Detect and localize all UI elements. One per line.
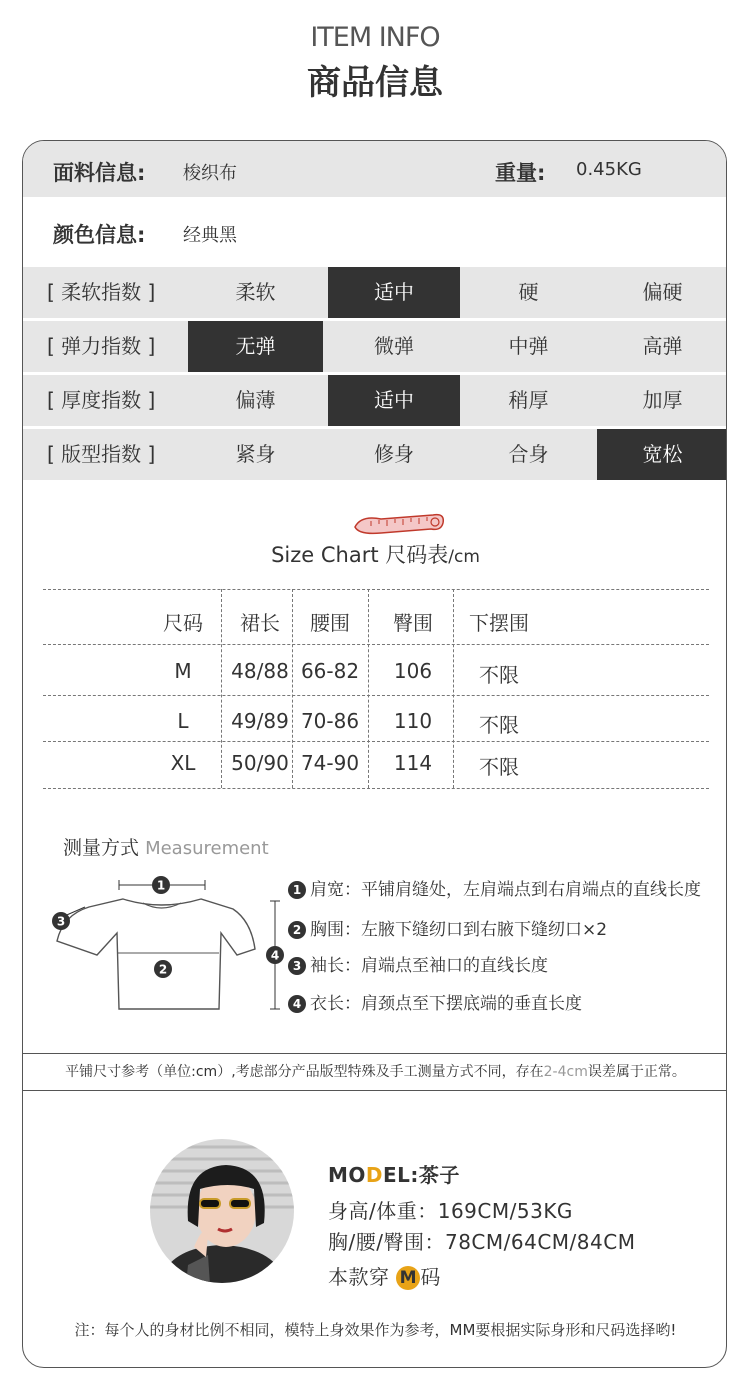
table-divider xyxy=(43,741,709,742)
index-row xyxy=(23,321,727,372)
table-cell: 66-82 xyxy=(300,659,360,683)
measurement-item: 2 胸围：左腋下缝纫口到右腋下缝纫口×2 xyxy=(288,915,607,940)
number-badge-icon: 3 xyxy=(288,957,306,975)
table-cell: 110 xyxy=(393,709,433,733)
table-cell: 74-90 xyxy=(300,751,360,775)
table-cell: 不限 xyxy=(479,713,519,737)
index-option: 中弹 xyxy=(508,334,549,358)
table-cell: 70-86 xyxy=(300,709,360,733)
model-avatar xyxy=(148,1137,296,1285)
measurement-title: 测量方式 Measurement xyxy=(63,837,269,859)
table-header-cell: 下摆围 xyxy=(469,611,529,635)
index-option: 紧身 xyxy=(235,442,276,466)
size-chart-title: Size Chart 尺码表/cm xyxy=(271,543,480,567)
table-cell: 不限 xyxy=(479,663,519,687)
index-option: 偏硬 xyxy=(642,280,683,304)
number-badge-icon: 4 xyxy=(288,995,306,1013)
table-divider xyxy=(43,788,709,789)
index-option: 硬 xyxy=(518,280,539,304)
index-option: 微弹 xyxy=(374,334,414,358)
index-row xyxy=(23,267,727,318)
index-option: 稍厚 xyxy=(508,388,549,412)
product-info-card xyxy=(22,140,727,1368)
flat-size-note: 平铺尺寸参考（单位:cm）,考虑部分产品版型特殊及手工测量方式不同，存在2-4cm误差属于正常。 xyxy=(23,1053,727,1091)
table-cell: 50/90 xyxy=(231,751,289,775)
table-cell: M xyxy=(174,659,192,683)
measurement-item: 1 肩宽：平铺肩缝处，左肩端点到右肩端点的直线长度 xyxy=(288,875,701,900)
diagram-marker-1 xyxy=(152,876,170,894)
number-badge-icon: 2 xyxy=(288,921,306,939)
tape-measure-icon xyxy=(351,507,447,537)
measurement-item: 3 袖长：肩端点至袖口的直线长度 xyxy=(288,951,548,976)
diagram-marker-4 xyxy=(266,946,284,964)
index-option: 偏薄 xyxy=(235,388,276,412)
size-badge: M xyxy=(396,1266,420,1290)
color-row xyxy=(23,203,727,259)
model-measurements: 胸/腰/臀围：78CM/64CM/84CM xyxy=(328,1230,636,1254)
index-option: 柔软 xyxy=(235,280,276,304)
index-label: [ 厚度指数 ] xyxy=(47,388,156,412)
index-option: 高弹 xyxy=(642,334,683,358)
index-label: [ 柔软指数 ] xyxy=(47,280,156,304)
table-cell: 49/89 xyxy=(231,709,289,733)
table-cell: 114 xyxy=(393,751,433,775)
table-cell: 106 xyxy=(393,659,433,683)
model-height-weight: 身高/体重：169CM/53KG xyxy=(328,1199,573,1223)
number-badge-icon: 1 xyxy=(288,881,306,899)
index-row xyxy=(23,429,727,480)
index-option: 加厚 xyxy=(642,388,683,412)
table-cell: L xyxy=(177,709,189,733)
table-header-cell: 裙长 xyxy=(240,611,280,635)
svg-text:2: 2 xyxy=(158,962,168,977)
table-divider xyxy=(43,695,709,696)
index-label: [ 版型指数 ] xyxy=(47,442,156,466)
model-wear-size: 本款穿 M 码 xyxy=(328,1265,441,1289)
table-cell: 不限 xyxy=(479,755,519,779)
index-option-selected: 适中 xyxy=(328,267,460,318)
weight-label: 重量: xyxy=(495,161,546,185)
index-option: 修身 xyxy=(374,442,414,466)
diagram-marker-3 xyxy=(52,912,70,930)
diagram-marker-2 xyxy=(154,960,172,978)
table-divider xyxy=(43,644,709,645)
fabric-value: 梭织布 xyxy=(183,163,237,184)
color-label: 颜色信息: xyxy=(53,223,146,247)
fabric-row xyxy=(23,141,727,197)
index-row xyxy=(23,375,727,426)
index-option-selected: 宽松 xyxy=(597,429,727,480)
index-option-selected: 无弹 xyxy=(188,321,323,372)
index-option-selected: 适中 xyxy=(328,375,460,426)
svg-text:1: 1 xyxy=(156,878,166,893)
garment-diagram xyxy=(51,869,291,1019)
footer-note: 注：每个人的身材比例不相同，模特上身效果作为参考，MM要根据实际身形和尺码选择哟! xyxy=(74,1321,677,1339)
table-header-cell: 尺码 xyxy=(163,611,203,635)
header-title-cn: 商品信息 xyxy=(307,63,443,103)
table-cell: XL xyxy=(170,751,196,775)
color-value: 经典黑 xyxy=(183,225,237,246)
measurement-item: 4 衣长：肩颈点至下摆底端的垂直长度 xyxy=(288,989,582,1014)
header-title-en: ITEM INFO xyxy=(310,22,440,53)
table-header-cell: 腰围 xyxy=(310,611,350,635)
table-divider xyxy=(43,589,709,590)
error-range: 2-4cm xyxy=(543,1064,588,1080)
model-title: MODEL:茶子 xyxy=(328,1163,460,1187)
index-label: [ 弹力指数 ] xyxy=(47,334,156,358)
svg-text:4: 4 xyxy=(270,948,280,963)
fabric-label: 面料信息: xyxy=(53,161,146,185)
svg-text:3: 3 xyxy=(56,914,66,929)
table-header-cell: 臀围 xyxy=(393,611,433,635)
weight-value: 0.45KG xyxy=(576,159,642,180)
index-option: 合身 xyxy=(508,442,549,466)
table-cell: 48/88 xyxy=(231,659,289,683)
